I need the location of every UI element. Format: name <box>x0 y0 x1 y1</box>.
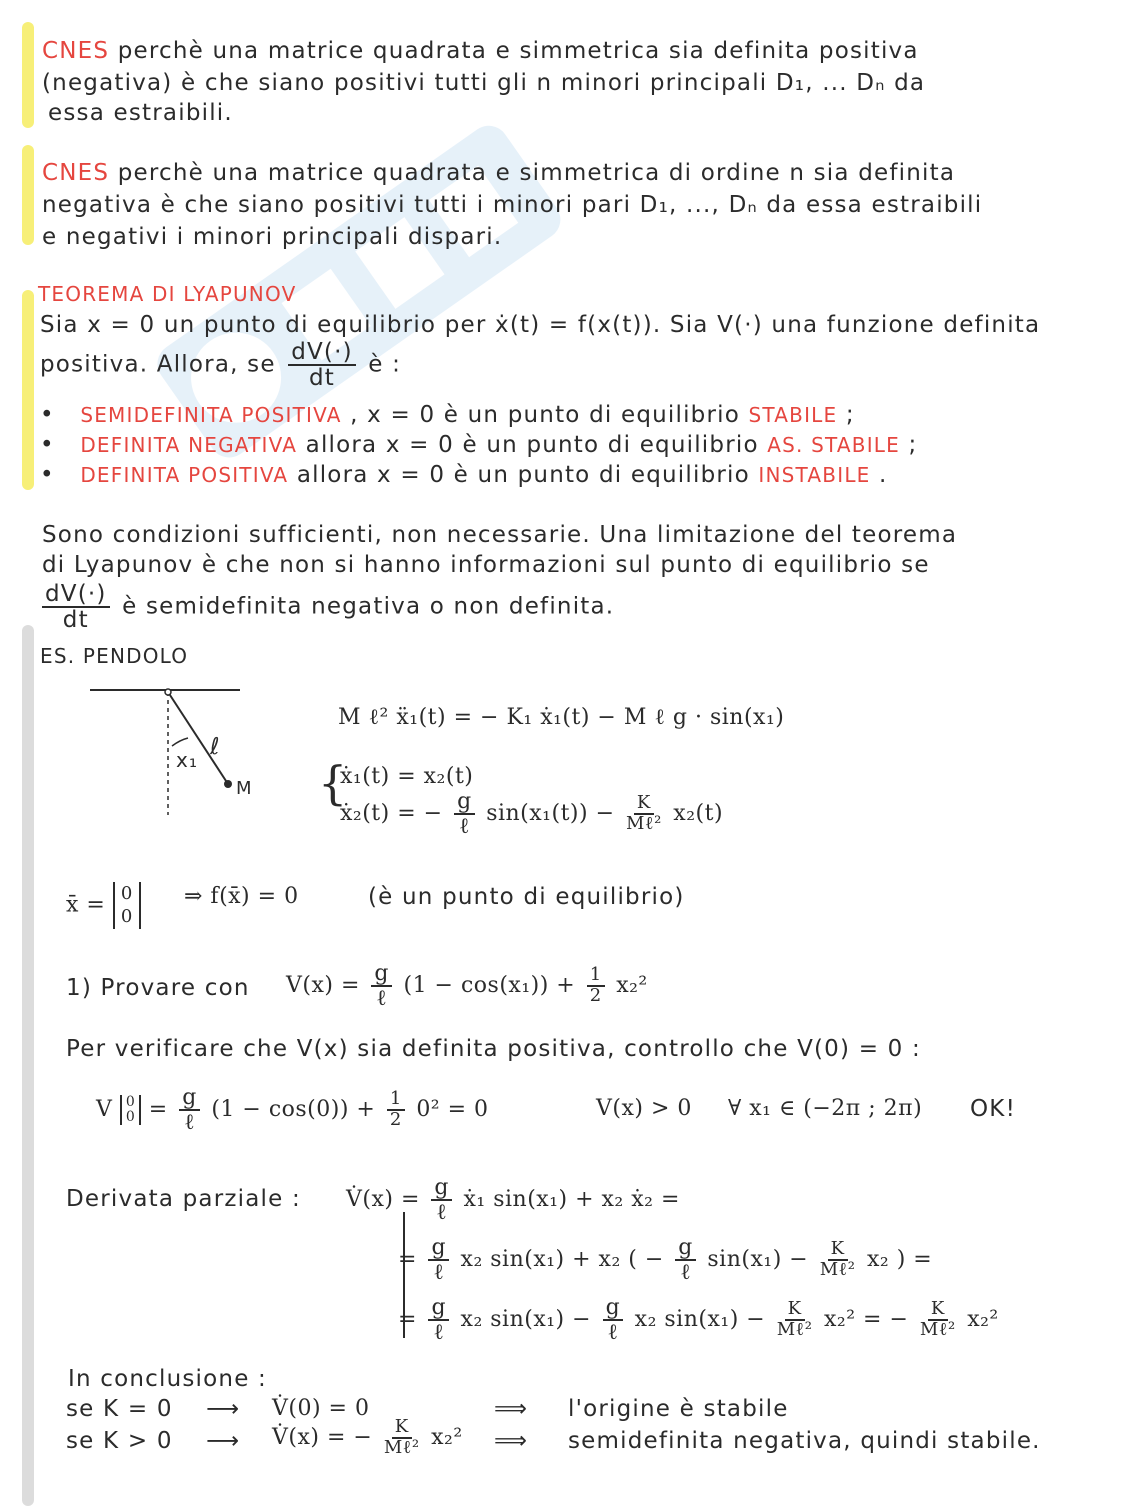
bullet-2: • DEFINITA NEGATIVA allora x = 0 è un punto di equilibrio AS. STABILE ; <box>40 432 918 458</box>
notes-line3: $\frac{dV(\cdot)}{dt}$ è semidefinita negativa o non definita. <box>42 582 614 632</box>
bullet-3: • DEFINITA POSITIVA allora x = 0 è un punto di equilibrio INSTABILE . <box>40 462 888 488</box>
lyapunov-title: TEOREMA DI LYAPUNOV <box>38 282 297 306</box>
bullet-1: • SEMIDEFINITA POSITIVA , x = 0 è un punto di equilibrio STABILE ; <box>40 402 855 428</box>
cnes2-line3: e negativi i minori principali dispari. <box>42 224 503 250</box>
highlight-bar <box>22 290 34 490</box>
lyapunov-line2: positiva. Allora, se $\frac{dV(\cdot)}{dt}$ è : <box>40 339 402 392</box>
pendulum-length-label: ℓ <box>210 734 221 760</box>
equation-main: M ℓ² ẍ₁(t) = − K₁ ẋ₁(t) − M ℓ g · sin(x₁) <box>338 705 785 730</box>
conclusion-res-1: V̇(0) = 0 <box>272 1396 370 1421</box>
ok-check: OK! <box>970 1096 1017 1122</box>
domain: ∀ x₁ ∈ (−2π ; 2π) <box>728 1096 923 1121</box>
equilibrium-implies: ⇒ f(x̄) = 0 <box>184 884 299 909</box>
pendulum-mass-label: M <box>236 778 253 799</box>
notes-line2: di Lyapunov è che non si hanno informazioni sul punto di equilibrio se <box>42 552 930 578</box>
cnes2-line2: negativa è che siano positivi tutti i minori pari D₁, ..., Dₙ da essa estraibili <box>42 192 983 218</box>
verify-line: Per verificare che V(x) sia definita positiva, controllo che V(0) = 0 : <box>66 1036 921 1062</box>
derivative-row3: = $\frac{g}{\text{ℓ}}$ x₂ sin(x₁) − $\frac{g}{\text{ℓ}}$ x₂ sin(x₁) − $\frac{K}{\text{Mℓ²}}$ x₂² = − $\frac{K}{\text{Mℓ²}}$ x₂² <box>398 1295 999 1346</box>
arrow-icon: ⟶ <box>206 1428 241 1454</box>
conclusion-out-1: l'origine è stabile <box>568 1396 789 1422</box>
lyapunov-candidate: V(x) = $\frac{g}{\text{ℓ}}$ (1 − cos(x₁)) + $\frac{1}{2}$ x₂² <box>286 961 648 1012</box>
double-arrow-icon: ⟹ <box>494 1396 529 1422</box>
cnes1-line1: CNES perchè una matrice quadrata e simmetrica sia definita positiva <box>42 38 919 64</box>
margin-bar <box>22 625 34 1506</box>
equilibrium-note: (è un punto di equilibrio) <box>368 884 685 910</box>
v-at-zero: V 0 0 = $\frac{g}{\text{ℓ}}$ (1 − cos(0)) + $\frac{1}{2}$ 0² = 0 <box>96 1085 489 1136</box>
notes-line1: Sono condizioni sufficienti, non necessarie. Una limitazione del teorema <box>42 522 958 548</box>
double-arrow-icon: ⟹ <box>494 1428 529 1454</box>
example-title: ES. PENDOLO <box>40 644 189 668</box>
conclusion-out-2: semidefinita negativa, quindi stabile. <box>568 1428 1041 1454</box>
pendulum-angle-label: x₁ <box>176 748 199 772</box>
conclusion-cond-2: se K > 0 <box>66 1428 173 1454</box>
system-row1: ẋ₁(t) = x₂(t) <box>340 764 474 789</box>
highlight-bar <box>22 145 34 245</box>
conclusion-title: In conclusione : <box>68 1366 268 1392</box>
conclusion-cond-1: se K = 0 <box>66 1396 173 1422</box>
system-brace: { <box>318 756 348 810</box>
derivative-row2: = $\frac{g}{\text{ℓ}}$ x₂ sin(x₁) + x₂ ( − $\frac{g}{\text{ℓ}}$ sin(x₁) − $\frac{K}{\text{Mℓ²}}$ x₂ ) = <box>398 1235 933 1286</box>
dv-dt-fraction: $\frac{dV(\cdot)}{dt}$ <box>288 340 356 390</box>
derivative-row1: V̇(x) = $\frac{g}{\text{ℓ}}$ ẋ₁ sin(x₁) + x₂ ẋ₂ = <box>346 1175 680 1226</box>
pendulum-diagram <box>80 680 260 820</box>
derivative-label: Derivata parziale : <box>66 1186 301 1212</box>
conclusion-res-2: V̇(x) = − $\frac{K}{\text{Mℓ²}}$ x₂² <box>272 1416 463 1458</box>
cnes1-line3: essa estraibili. <box>48 100 233 126</box>
dv-dt-fraction: $\frac{dV(\cdot)}{dt}$ <box>42 582 110 632</box>
cnes1-line2: (negativa) è che siano positivi tutti gli n minori principali D₁, ... Dₙ da <box>42 70 926 96</box>
highlight-bar <box>22 22 34 128</box>
v-positive: V(x) > 0 <box>596 1096 692 1121</box>
lyapunov-line1: Sia x = 0 un punto di equilibrio per ẋ(t) = f(x(t)). Sia V(·) una funzione definita <box>40 312 1041 338</box>
equilibrium-point: x̄ = 0 0 <box>66 882 141 929</box>
step1-prefix: 1) Provare con <box>66 975 250 1001</box>
system-row2: ẋ₂(t) = − $\frac{g}{\text{ℓ}}$ sin(x₁(t)) − $\frac{K}{\text{Mℓ²}}$ x₂(t) <box>340 789 724 840</box>
arrow-icon: ⟶ <box>206 1396 241 1422</box>
cnes2-line1: CNES perchè una matrice quadrata e simmetrica di ordine n sia definita <box>42 160 956 186</box>
